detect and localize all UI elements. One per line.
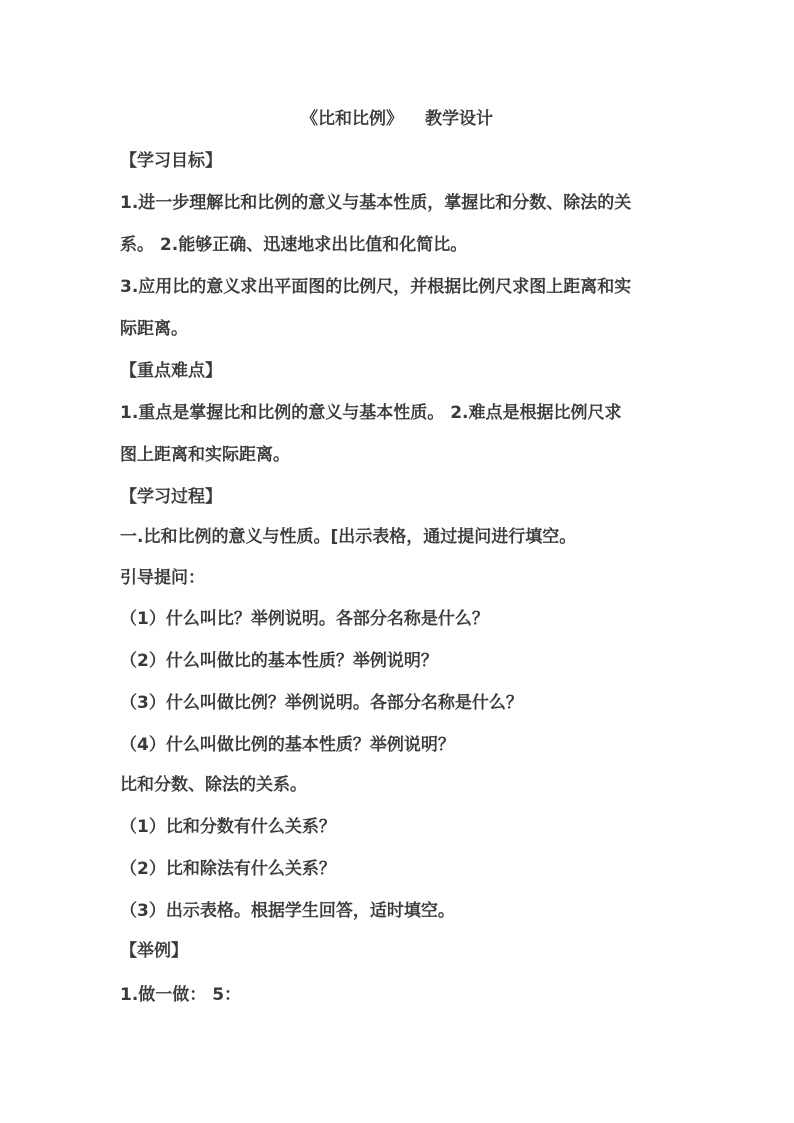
keypoints-line-2: 图上距离和实际距离。: [120, 445, 290, 465]
title-sub: 教学设计: [425, 109, 493, 129]
process-line-2: 引导提问：: [120, 568, 205, 588]
relation-item-2: （2）比和除法有什么关系？: [120, 859, 336, 879]
example-line-1: 1.做一做： 5：: [120, 985, 242, 1005]
section-heading-objectives: 【学习目标】: [120, 151, 222, 171]
title-main: 《比和比例》: [301, 109, 403, 129]
document-title: [0, 108, 794, 130]
relation-item-1: （1）比和分数有什么关系？: [120, 817, 336, 837]
objectives-line-4: 际距离。: [120, 319, 188, 339]
keypoints-line-1: 1.重点是掌握比和比例的意义与基本性质。 2.难点是根据比例尺求: [120, 403, 622, 423]
objectives-line-2: 系。 2.能够正确、迅速地求出比值和化简比。: [120, 235, 468, 255]
question-item-3: （3）什么叫做比例？举例说明。各部分名称是什么？: [120, 693, 523, 713]
objectives-line-3: 3.应用比的意义求出平面图的比例尺，并根据比例尺求图上距离和实: [120, 277, 632, 297]
section-heading-process: 【学习过程】: [120, 487, 222, 507]
section-heading-keypoints: 【重点难点】: [120, 361, 222, 381]
question-item-2: （2）什么叫做比的基本性质？举例说明？: [120, 651, 438, 671]
relation-item-3: （3）出示表格。根据学生回答，适时填空。: [120, 901, 455, 921]
process-line-1: 一.比和比例的意义与性质。[出示表格，通过提问进行填空。: [120, 527, 577, 547]
relation-heading: 比和分数、除法的关系。: [120, 775, 307, 795]
question-item-1: （1）什么叫比？举例说明。各部分名称是什么？: [120, 609, 489, 629]
question-item-4: （4）什么叫做比例的基本性质？举例说明？: [120, 735, 455, 755]
objectives-line-1: 1.进一步理解比和比例的意义与基本性质，掌握比和分数、除法的关: [120, 193, 632, 213]
section-heading-examples: 【举例】: [120, 941, 188, 961]
